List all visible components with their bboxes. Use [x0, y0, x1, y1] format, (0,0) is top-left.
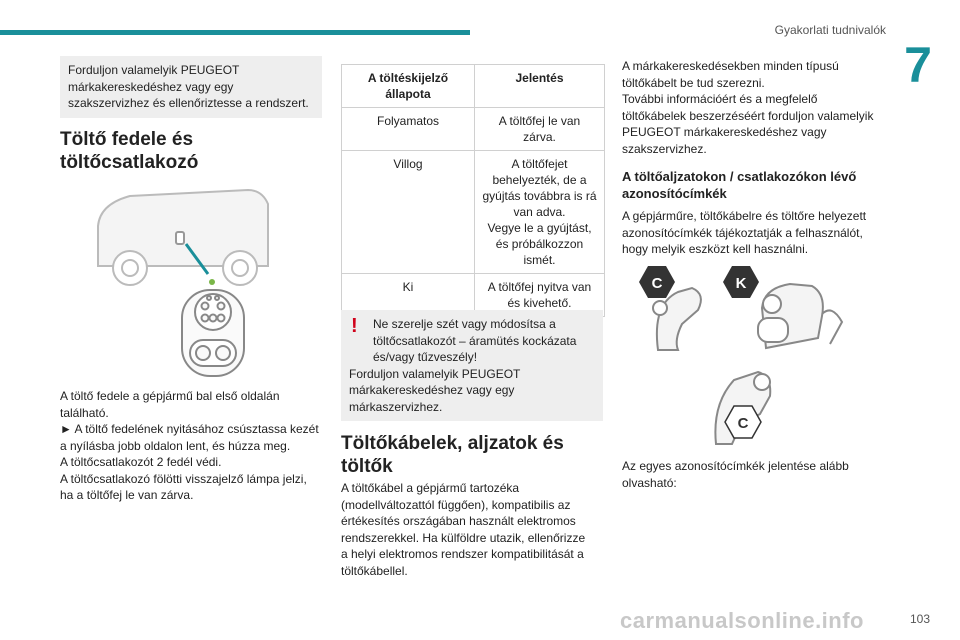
table-header-row — [342, 65, 605, 108]
badge-letter: K — [735, 275, 747, 292]
watermark: carmanualsonline.info — [620, 608, 864, 633]
section-heading-charging-flap: Töltő fedele és töltőcsatlakozó — [60, 129, 199, 173]
paragraph-line: A töltő fedele a gépjármű bal első oldalán található. — [60, 389, 280, 420]
state-cell: Ki — [342, 274, 475, 317]
paragraph-line: A márkakereskedésekben minden típusú töltőkábelt be tud szerezni. — [622, 59, 839, 90]
section-title: Gyakorlati tudnivalók — [774, 23, 886, 37]
paragraph-line: A töltőcsatlakozót 2 fedél védi. — [60, 455, 222, 469]
header-accent-bar — [0, 30, 470, 35]
meaning-cell — [475, 151, 605, 274]
indicator-lamp-icon — [209, 279, 215, 285]
table-row — [342, 108, 605, 151]
warning-text: Forduljon valamelyik PEUGEOT márkakereskedéshez vagy egy márkaszervizhez. — [349, 366, 521, 414]
cables-paragraph: A töltőkábel a gépjármű tartozéka (modellváltozattól függően), kompatibilis az értékesítés országában használt elektromos rendszerekkel. Ha külföldre utazik, ellenőrizze a helyi elektromos rendszer kompatibilitását a töltőkábellel. — [341, 481, 586, 578]
page-number: 103 — [909, 612, 930, 626]
label-badge-k-icon — [723, 266, 759, 298]
paragraph-line: További információért és a megfelelő töltőkábelek beszerzéséért forduljon valamelyik PEUGEOT márkakereskedéshez vagy szakszervizhez. — [622, 92, 874, 156]
labels-footer-text: Az egyes azonosítócímkék jelentése alább olvasható: — [622, 459, 849, 490]
car-charging-port-illustration — [90, 182, 302, 378]
column-header: A töltéskijelző állapota — [342, 65, 475, 108]
badge-letter: C — [651, 275, 663, 292]
warning-icon: ! — [351, 315, 358, 337]
chapter-number: 7 — [904, 37, 932, 93]
label-badge-c-icon — [639, 266, 675, 298]
meaning-line: Vegye le a gyújtást, és próbálkozzon ismét. — [487, 221, 592, 267]
meaning-cell: A töltőfej nyitva van és kivehető. — [475, 274, 605, 317]
dealer-info — [622, 58, 884, 157]
column-header: Jelentés — [475, 65, 605, 108]
state-cell: Folyamatos — [342, 108, 475, 151]
section-heading-labels: A töltőaljzatokon / csatlakozókon lévő azonosítócímkék — [622, 169, 857, 201]
connector-labels-illustration — [622, 264, 890, 454]
charge-indicator-table — [341, 64, 605, 317]
section-heading-cables: Töltőkábelek, aljzatok és töltők — [341, 433, 564, 477]
ccs-combo-plug-icon — [758, 284, 842, 348]
state-cell: Villog — [342, 151, 475, 274]
meaning-line: A töltőfejet behelyezték, de a gyújtás továbbra is rá van adva. — [482, 157, 597, 219]
badge-letter: C — [737, 415, 749, 432]
car-outline-icon — [98, 190, 268, 285]
warning-text: Ne szerelje szét vagy módosítsa a töltőcsatlakozót – áramütés kockázata és/vagy tűzveszély! — [373, 317, 577, 364]
labels-paragraph: A gépjárműre, töltőkábelre és töltőre helyezett azonosítócímkék tájékoztatják a felhasználót, hogy melyik eszközt kell használni. — [622, 209, 867, 256]
charging-flap-description — [60, 388, 322, 504]
meaning-cell: A töltőfej le van zárva. — [475, 108, 605, 151]
paragraph-line: A töltőcsatlakozó fölötti visszajelző lámpa jelzi, ha a töltőfej le van zárva. — [60, 471, 307, 502]
instruction-step: ► A töltő fedelének nyitásához csúsztassa kezét a nyílásba jobb oldalon lent, és húzza meg. — [60, 422, 319, 453]
warning-box — [341, 310, 603, 421]
ccs-socket-icon — [182, 290, 244, 376]
info-note: Forduljon valamelyik PEUGEOT márkakereskedéshez vagy egy szakszervizhez és ellenőriztesse a rendszert. — [60, 56, 322, 118]
table-row — [342, 151, 605, 274]
